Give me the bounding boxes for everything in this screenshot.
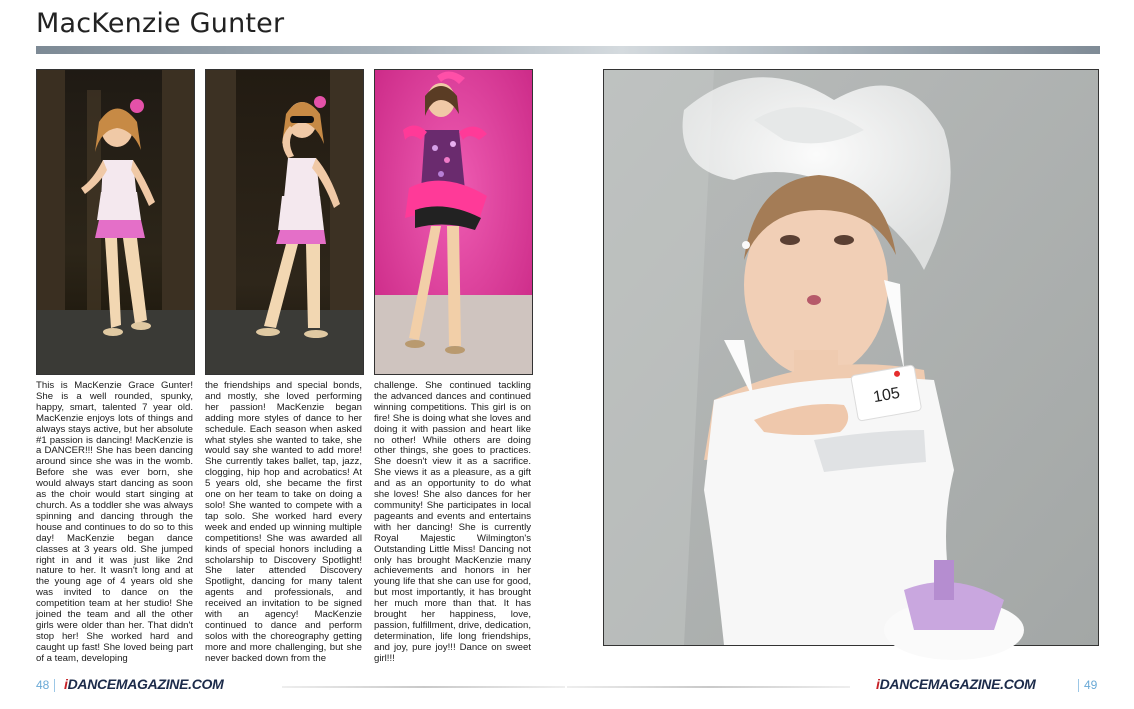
article-column-3: challenge. She continued tackling the advanced dances and continued winning competitions. This girl is on fire! She is doing what she loves and doing it with passion and heart like no other! While others are doing other things, she goes to practices. She doesn't view it as a sacrifice. She views it as a pleasure, as a gift and as an opportunity to do what she loves! She also dances for her community! She participates in local pageants and events and entertains with her dancing! She is currently Royal Majestic Wilmington's Outstanding Little Miss! Dancing not only has brought MacKenzie many achievements and honors in her young life that she can use for good, but most importantly, it has brought her much more than that. It has brought her happiness, love, passion, fulfillment, drive, dedication, determination, life long friendships, and joy, pure joy!!! Dance on sweet girl!!! xyxy=(374,380,531,664)
logo-text: DANCEMAGAZINE.COM xyxy=(879,676,1036,692)
magazine-logo-left xyxy=(64,676,224,692)
page-title: MacKenzie Gunter xyxy=(36,8,285,39)
footer-rule-right xyxy=(567,686,850,688)
page-number-right: 49 xyxy=(1084,678,1098,692)
logo-text: DANCEMAGAZINE.COM xyxy=(67,676,224,692)
dancer-photo-3 xyxy=(374,69,533,375)
dancer-photo-2 xyxy=(205,69,364,375)
footer-rule-left xyxy=(282,686,565,688)
footer-separator-left xyxy=(54,679,55,692)
logo-i-glyph: i xyxy=(876,676,880,692)
logo-i-glyph: i xyxy=(64,676,68,692)
page-number-left: 48 xyxy=(36,678,50,692)
portrait-photo xyxy=(603,69,1099,646)
title-divider-bar xyxy=(36,46,1100,54)
magazine-logo-right xyxy=(876,676,1036,692)
dancer-photo-1 xyxy=(36,69,195,375)
article-column-2: the friendships and special bonds, and mostly, she loved performing her passion! MacKenzie began adding more styles of dance to her schedule. Each season when asked what styles she wanted to take, she would say she wanted to add more! She currently takes ballet, tap, jazz, clogging, hip hop and acrobatics! At 5 years old, she became the first one on her team to take on doing a solo! She wanted to compete with a tap solo. She worked hard every week and ended up winning multiple competitions! She was awarded all kinds of special honors including a scholarship to Discovery Spotlight! She later attended Discovery Spotlight, dancing for many talent agents and professionals, and received an invitation to be signed with an agency! MacKenzie continued to dance and perform solos with the choreography getting more and more challenging, but she never backed down from the xyxy=(205,380,362,664)
bib-number: 105 xyxy=(871,384,902,407)
footer-separator-right xyxy=(1078,679,1079,692)
article-column-1: This is MacKenzie Grace Gunter! She is a well rounded, spunky, happy, smart, talented 7 year old. MacKenzie enjoys lots of things and always stays active, but her absolute #1 passion is dancing! MacKenzie is a DANCER!!! She has been dancing around since she was in the womb. Before she was ever born, she would always start dancing as soon as the choir would start singing at church. As a toddler she was always spinning and dancing through the house and continues to do so to this day! MacKenzie began dance classes at 3 years old. She jumped right in and it was just like 2nd nature to her. It wasn't long and at the young age of 4 years old she was invited to dance on the competition team at her studio! She joined the team and all the other girls were older than her. That didn't stop her! She worked hard and caught up fast! She loved being part of a team, developing xyxy=(36,380,193,664)
